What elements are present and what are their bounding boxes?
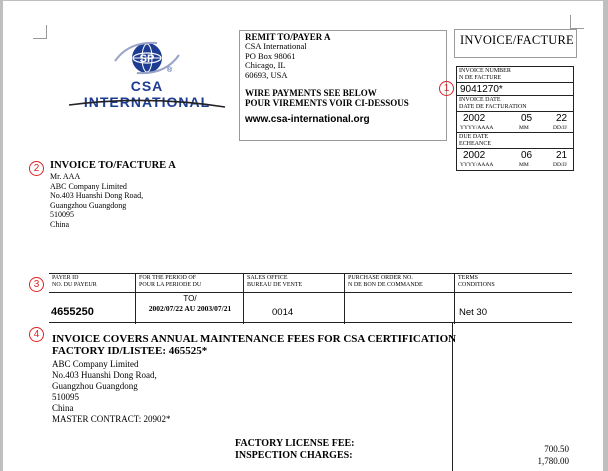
body-line: ABC Company Limited xyxy=(52,359,139,369)
sales-office: 0014 xyxy=(272,307,294,318)
marker-4: 4 xyxy=(29,327,44,342)
invoice-to-block xyxy=(50,160,176,229)
crop-mark xyxy=(33,25,47,39)
marker-3: 3 xyxy=(29,277,44,292)
csa-logo xyxy=(67,37,227,117)
invoice-number-label: INVOICE NUMBER N DE FACTURE xyxy=(459,68,511,81)
fee-amount: 1,780.00 xyxy=(537,456,569,466)
period: 2002/07/22 AU 2003/07/21 xyxy=(148,304,232,313)
invoice-date: 2002 05 22 YYYY/AAAA MM DD/JJ xyxy=(457,111,573,133)
address-line: Mr. AAA xyxy=(50,172,81,181)
body-line: No.403 Huanshi Dong Road, xyxy=(52,370,157,380)
body-line: 510095 xyxy=(52,392,79,402)
fee-label: INSPECTION CHARGES: xyxy=(235,450,353,461)
table-header: PURCHASE ORDER NO. N DE BON DE COMMANDE xyxy=(348,275,423,288)
body-heading: INVOICE COVERS ANNUAL MAINTENANCE FEES FOR CSA CERTIFICATION xyxy=(52,333,457,345)
address-line: Guangzhou Guangdong xyxy=(50,200,127,210)
col-payer-id xyxy=(49,274,135,324)
remit-line: PO Box 98061 xyxy=(245,50,296,61)
amount-divider xyxy=(452,323,453,471)
table-header: SALES OFFICE BUREAU DE VENTE xyxy=(247,275,303,288)
table-header: FOR THE PERIOD OF POUR LA PERIODE DU xyxy=(139,275,202,288)
website-link[interactable]: www.csa-international.org xyxy=(245,114,370,125)
table-header: TERMS CONDITIONS xyxy=(458,275,495,288)
body-line: China xyxy=(52,403,74,413)
payer-id: 4655250 xyxy=(51,306,94,318)
remit-line: CSA International xyxy=(245,41,307,51)
invoice-title: INVOICE/FACTURE xyxy=(460,33,574,47)
col-terms xyxy=(454,274,572,324)
address-line: 510095 xyxy=(50,210,74,219)
crop-mark xyxy=(570,15,584,29)
due-date-label: DUE DATE ECHEANCE xyxy=(459,134,491,147)
invoice-info-grid xyxy=(456,66,574,171)
address-line: ABC Company Limited xyxy=(50,181,127,191)
col-period xyxy=(135,274,243,324)
invoice-document xyxy=(3,1,603,471)
marker-2: 2 xyxy=(29,161,44,176)
fee-label: FACTORY LICENSE FEE: xyxy=(235,438,355,449)
factory-id: FACTORY ID/LISTEE: 465525* xyxy=(52,345,208,357)
due-date: 2002 06 21 YYYY/AAAA MM DD/JJ xyxy=(457,148,573,170)
fee-amount: 700.50 xyxy=(544,444,569,454)
col-sales-office xyxy=(243,274,344,324)
logo-text: CSA INTERNATIONAL xyxy=(83,78,211,110)
remit-to-box xyxy=(239,30,447,141)
invoice-body xyxy=(49,323,572,471)
remit-line: 60693, USA xyxy=(245,69,288,80)
table-header: PAYER ID NO. DU PAYEUR xyxy=(52,275,97,288)
terms-value: Net 30 xyxy=(459,307,487,318)
registered-mark: ® xyxy=(167,67,173,74)
body-line: Guangzhou Guangdong xyxy=(52,381,138,391)
wire-note-fr: POUR VIREMENTS VOIR CI-DESSOUS xyxy=(245,98,409,108)
table-divider xyxy=(49,292,572,293)
remit-heading: REMIT TO/PAYER A xyxy=(245,32,331,42)
address-line: China xyxy=(50,219,70,229)
logo-mark: SP xyxy=(139,53,155,65)
invoice-title-box xyxy=(454,29,577,58)
invoice-date-label: INVOICE DATE DATE DE FACTURATION xyxy=(459,97,527,110)
remit-line: Chicago, IL xyxy=(245,60,286,70)
address-line: No.403 Huanshi Dong Road, xyxy=(50,191,144,200)
period-to: TO/ xyxy=(183,294,197,303)
invoice-number: 9041270* xyxy=(457,82,573,96)
marker-1: 1 xyxy=(439,81,454,96)
col-purchase-order xyxy=(344,274,454,324)
terms-table xyxy=(49,273,572,323)
wire-note: WIRE PAYMENTS SEE BELOW xyxy=(245,88,377,98)
invoice-to-heading: INVOICE TO/FACTURE A xyxy=(50,160,176,171)
master-contract: MASTER CONTRACT: 20902* xyxy=(52,414,171,424)
